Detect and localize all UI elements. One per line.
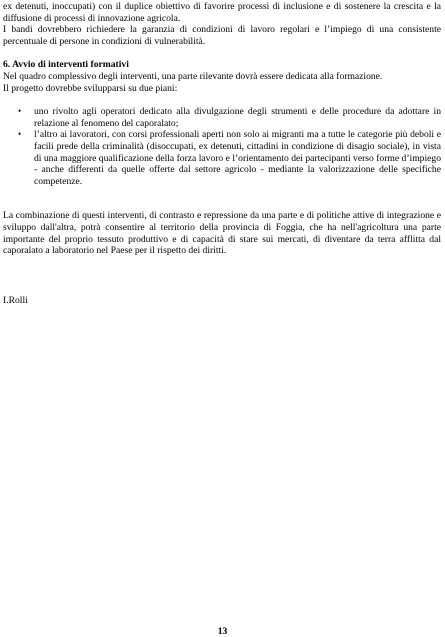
bullet-icon: • [18,129,22,140]
paragraph-inclusion: ex detenuti, inoccupati) con il duplice obiettivo di favorire processi di inclusione e di sostenere la crescita e la diffusione di processi di innovazione agricola. [3,1,441,24]
bullet-item-operatori [18,106,441,129]
section-title: 6. Avvio di interventi formativi [3,59,129,71]
bullet-icon: • [18,106,22,117]
bullet-item-lavoratori [18,129,441,187]
section-intro-line-2: Il progetto dovrebbe svilupparsi su due piani: [3,82,178,94]
bullet-text: l’altro ai lavoratori, con corsi professionali aperti non solo ai migranti ma a tutte le categorie più deboli e facili prede della criminalità (disoccupati, ex detenuti, cittadini in condizione di disagio sociale), in vista di una maggiore qualificazione della forza lavoro e l’orientamento dei partecipanti verso forme d’impiego - anche differenti da quelle offerte dal settore agricolo - mediante la valorizzazione delle specifiche competenze. [34,129,441,187]
section-intro-line-1: Nel quadro complessivo degli interventi, una parte rilevante dovrà essere dedicata alla formazione. [3,70,383,82]
signature: I.Rolli [3,294,28,306]
document-page [3,1,441,306]
bullet-list [3,106,441,187]
bullet-text: uno rivolto agli operatori dedicato alla divulgazione degli strumenti e delle procedure da adottare in relazione al fenomeno del caporalato; [34,106,441,129]
paragraph-conclusion: La combinazione di questi interventi, di contrasto e repressione da una parte e di politiche attive di integrazione e sviluppo dall'altra, potrà consentire al territorio della provincia di Foggia, che ha nell'agricoltura una parte importante del proprio tessuto produttivo e di capacità di stare sui mercati, di diventare da terra afflitta dal caporalato a laboratorio nel Paese per il rispetto dei diritti. [3,210,441,257]
paragraph-bandi: I bandi dovrebbero richiedere la garanzia di condizioni di lavoro regolari e l’impiego di una consistente percentuale di persone in condizioni di vulnerabilità. [3,24,441,47]
page-number: 13 [217,626,228,637]
